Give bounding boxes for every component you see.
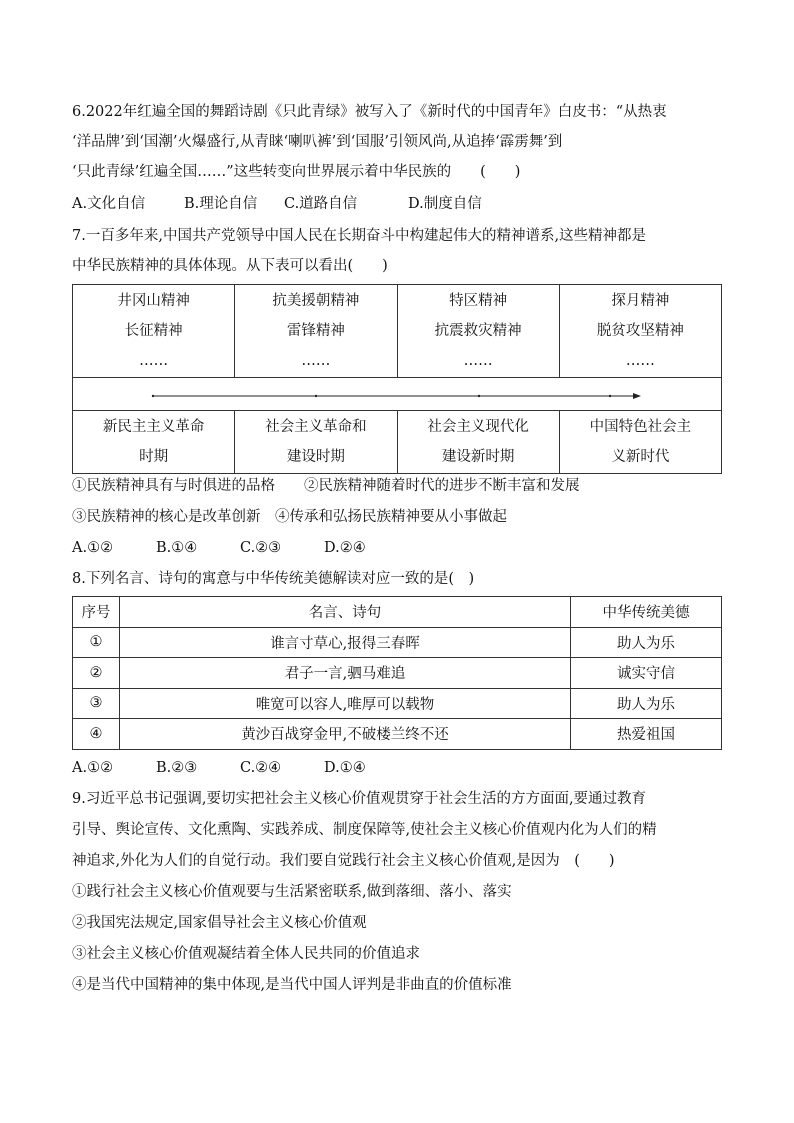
q9-statement-1: ①践行社会主义核心价值观要与生活紧密联系,做到落细、落小、落实 — [72, 884, 512, 900]
table-row — [73, 658, 722, 689]
q7-option-b: B.①④ — [156, 540, 198, 556]
q8-line1: 8.下列名言、诗句的寓意与中华传统美德解读对应一致的是( ) — [72, 571, 475, 587]
spirit-ellipsis: …… — [139, 353, 169, 369]
q7-option-a: A.①② — [72, 540, 114, 556]
q7-statements-1: ①民族精神具有与时俱进的品格 ②民族精神随着时代的进步不断丰富和发展 — [72, 478, 580, 494]
row-quote: 谁言寸草心,报得三春晖 — [120, 627, 571, 658]
q8-option-b: B.②③ — [156, 760, 198, 776]
timeline-tick — [152, 395, 154, 397]
period-text: 建设时期 — [286, 449, 345, 465]
table-row — [73, 627, 722, 658]
row-quote: 君子一言,驷马难追 — [120, 658, 571, 689]
period-cell — [559, 411, 721, 474]
q9-line2: 引导、舆论宣传、文化熏陶、实践养成、制度保障等,使社会主义核心价值观内化为人们的精 — [72, 822, 657, 838]
q8-options — [72, 757, 722, 779]
timeline-tick — [609, 395, 611, 397]
virtue-table — [72, 596, 722, 750]
table-row — [73, 719, 722, 750]
row-index: ④ — [73, 719, 120, 750]
q6-option-b: B.理论自信 — [184, 196, 258, 212]
q7-options — [72, 537, 722, 559]
spirit-ellipsis: …… — [301, 353, 331, 369]
q7-option-d: D.②④ — [324, 540, 366, 556]
spirit-name: 井冈山精神 — [117, 293, 190, 309]
timeline-cell — [73, 378, 722, 411]
period-text: 时期 — [139, 449, 169, 465]
row-quote: 黄沙百战穿金甲,不破楼兰终不还 — [120, 719, 571, 750]
timeline-arrow — [73, 378, 721, 410]
q8-option-a: A.①② — [72, 760, 114, 776]
q9-line3: 神追求,外化为人们的自觉行动。我们要自觉践行社会主义核心价值观,是因为 ( ) — [72, 853, 615, 869]
spirit-ellipsis: …… — [463, 353, 493, 369]
header-quote: 名言、诗句 — [120, 597, 571, 628]
row-quote: 唯宽可以容人,唯厚可以载物 — [120, 688, 571, 719]
q8-option-d: D.①④ — [324, 760, 366, 776]
row-virtue: 诚实守信 — [571, 658, 722, 689]
timeline-tick — [478, 395, 480, 397]
q6-line2: ‘洋品牌’到‘国潮’火爆盛行,从青睐‘喇叭裤’到‘国服’引领风尚,从追捧‘霹雳舞’到 — [72, 134, 563, 150]
period-text: 建设新时期 — [441, 449, 515, 465]
row-virtue: 热爱祖国 — [571, 719, 722, 750]
q7-line2: 中华民族精神的具体体现。从下表可以看出( ) — [72, 258, 388, 274]
spirit-row — [73, 285, 722, 378]
row-index: ② — [73, 658, 120, 689]
q9-line1: 9.习近平总书记强调,要切实把社会主义核心价值观贯穿于社会生活的方方面面,要通过教育 — [72, 791, 647, 807]
spirit-cell — [235, 285, 397, 378]
row-virtue: 助人为乐 — [571, 688, 722, 719]
spirit-cell — [559, 285, 721, 378]
q8-option-c: C.②④ — [240, 760, 282, 776]
period-row — [73, 411, 722, 474]
spirit-name: 探月精神 — [611, 293, 670, 309]
row-index: ① — [73, 627, 120, 658]
period-cell — [73, 411, 235, 474]
q9-statement-4: ④是当代中国精神的集中体现,是当代中国人评判是非曲直的价值标准 — [72, 977, 512, 993]
q6-option-c: C.道路自信 — [284, 196, 358, 212]
period-cell — [235, 411, 397, 474]
timeline-arrowhead — [633, 393, 641, 399]
q9-statement-2: ②我国宪法规定,国家倡导社会主义核心价值观 — [72, 915, 367, 931]
period-text: 社会主义革命和 — [265, 419, 367, 435]
spirit-cell — [73, 285, 235, 378]
row-index: ③ — [73, 688, 120, 719]
spirit-name: 雷锋精神 — [286, 323, 345, 339]
q6-line3: ‘只此青绿’红遍全国……”这些转变向世界展示着中华民族的 ( ) — [72, 164, 521, 180]
spirit-name: 脱贫攻坚精神 — [596, 323, 684, 339]
q6-option-a: A.文化自信 — [72, 196, 146, 212]
spirit-cell — [397, 285, 559, 378]
period-cell — [397, 411, 559, 474]
period-text: 义新时代 — [611, 449, 670, 465]
period-text: 中国特色社会主 — [589, 419, 692, 435]
period-text: 新民主主义革命 — [102, 419, 205, 435]
q9-statement-3: ③社会主义核心价值观凝结着全体人民共同的价值追求 — [72, 946, 420, 962]
timeline-tick — [315, 395, 317, 397]
q7-option-c: C.②③ — [240, 540, 282, 556]
spirit-name: 特区精神 — [449, 293, 508, 309]
spirit-table — [72, 284, 722, 474]
period-text: 社会主义现代化 — [427, 419, 529, 435]
q7-line1: 7.一百多年来,中国共产党领导中国人民在长期奋斗中构建起伟大的精神谱系,这些精神都是 — [72, 228, 647, 244]
q6-option-d: D.制度自信 — [408, 196, 482, 212]
spirit-name: 抗美援朝精神 — [272, 293, 360, 309]
spirit-name: 长征精神 — [124, 323, 183, 339]
header-virtue: 中华传统美德 — [571, 597, 722, 628]
spirit-ellipsis: …… — [625, 353, 655, 369]
row-virtue: 助人为乐 — [571, 627, 722, 658]
header-index: 序号 — [73, 597, 120, 628]
q6-line1: 6.2022年红遍全国的舞蹈诗剧《只此青绿》被写入了《新时代的中国青年》白皮书：“从热衷 — [72, 104, 667, 120]
q6-options — [72, 193, 722, 215]
timeline-row — [73, 378, 722, 411]
virtue-header-row — [73, 597, 722, 628]
spirit-name: 抗震救灾精神 — [434, 323, 522, 339]
table-row — [73, 688, 722, 719]
q7-statements-2: ③民族精神的核心是改革创新 ④传承和弘扬民族精神要从小事做起 — [72, 509, 507, 525]
